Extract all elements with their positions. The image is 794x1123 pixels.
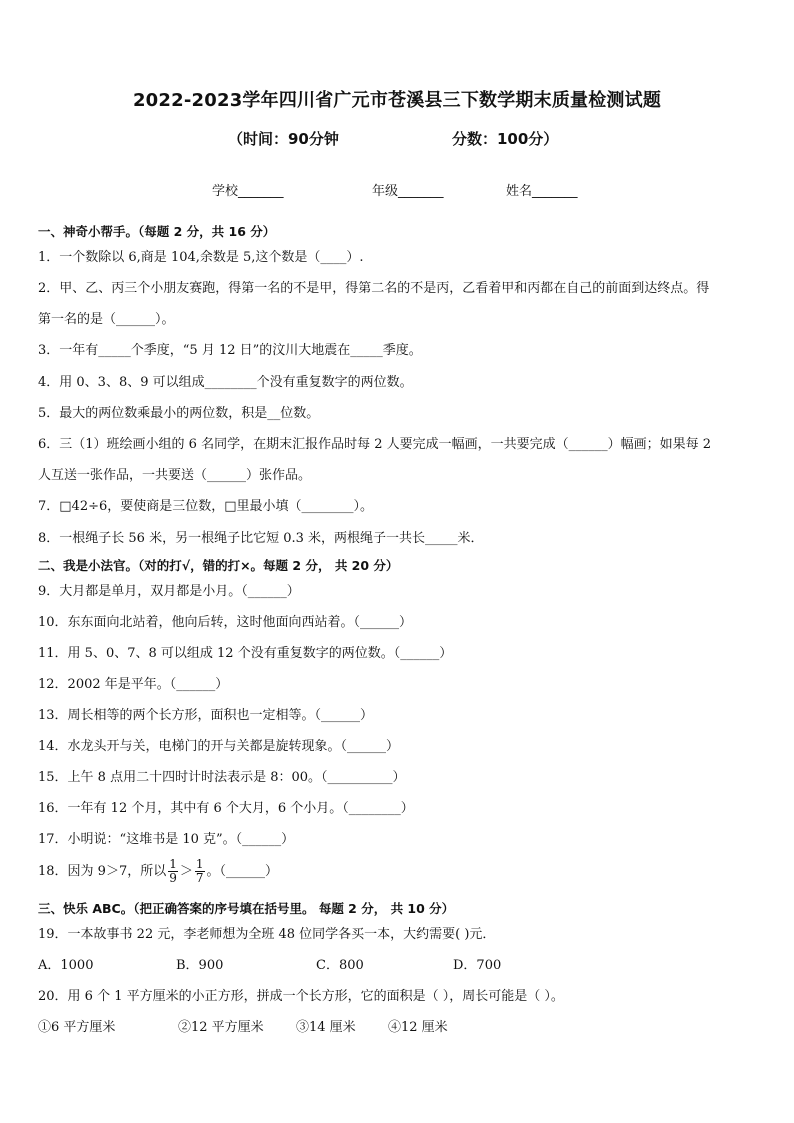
option-1: ①6 平方厘米: [38, 1020, 116, 1035]
option-a: A．1000: [38, 958, 94, 973]
question-19: 19．一本故事书 22 元，李老师想为全班 48 位同学各买一本，大约需要( )元．: [38, 927, 496, 942]
option-3: ③14 厘米: [296, 1020, 356, 1035]
option-b: B．900: [176, 958, 224, 973]
score-label: 分数：100分）: [452, 130, 559, 148]
fraction-numerator: 1: [195, 857, 204, 871]
question-9: 9．大月都是单月，双月都是小月。（______）: [38, 584, 300, 599]
fraction-one-seventh: [195, 858, 205, 885]
question-15: 15．上午 8 点用二十四时计时法表示是 8：00。（__________）: [38, 770, 406, 785]
option-c: C．800: [316, 958, 364, 973]
question-11: 11．用 5、0、7、8 可以组成 12 个没有重复数字的两位数。（______）: [38, 646, 453, 661]
greater-than-sign: ＞: [179, 864, 193, 879]
question-13: 13．周长相等的两个长方形，面积也一定相等。（______）: [38, 708, 374, 723]
question-16: 16．一年有 12 个月，其中有 6 个大月，6 个小月。（________）: [38, 801, 414, 816]
question-17: 17．小明说：“这堆书是 10 克”。（______）: [38, 832, 295, 847]
question-10: 10．东东面向北站着，他向后转，这时他面向西站着。（______）: [38, 615, 413, 630]
question-2-line-1: 2．甲、乙、丙三个小朋友赛跑，得第一名的不是甲，得第二名的不是丙，乙看着甲和丙都在自己的前面到达终点。得: [38, 281, 710, 296]
question-3: 3．一年有_____个季度，“5 月 12 日”的汶川大地震在_____季度。: [38, 343, 422, 358]
question-4: 4．用 0、3、8、9 可以组成________个没有重复数字的两位数。: [38, 375, 413, 390]
question-20: 20．用 6 个 1 平方厘米的小正方形，拼成一个长方形，它的面积是（ ），周长可能是（ ）。: [38, 989, 564, 1004]
fraction-numerator: 1: [169, 857, 177, 871]
section-heading-2: 二、我是小法官。（对的打√，错的打×。每题 2 分， 共 20 分）: [38, 558, 399, 573]
question-7: 7．□42÷6，要使商是三位数，□里最小填（________）。: [38, 499, 374, 514]
name-field: 姓名_______: [506, 184, 578, 199]
fraction-one-ninth: [168, 858, 178, 885]
fraction-denominator: 9: [169, 871, 177, 885]
section-heading-1: 一、神奇小帮手。（每题 2 分，共 16 分）: [38, 224, 276, 239]
question-1: 1．一个数除以 6,商是 104,余数是 5,这个数是（____）.: [38, 250, 364, 265]
time-label: （时间：90分钟: [228, 130, 339, 148]
question-14: 14．水龙头开与关，电梯门的开与关都是旋转现象。（______）: [38, 739, 400, 754]
question-12: 12．2002 年是平年。（______）: [38, 677, 229, 692]
question-18: [38, 857, 760, 887]
section-heading-3: 三、快乐 ABC。（把正确答案的序号填在括号里。 每题 2 分， 共 10 分）: [38, 901, 455, 916]
q18-prefix: 18．因为 9＞7，所以: [38, 864, 167, 879]
option-2: ②12 平方厘米: [178, 1020, 264, 1035]
option-4: ④12 厘米: [388, 1020, 448, 1035]
question-6-line-1: 6．三（1）班绘画小组的 6 名同学，在期末汇报作品时每 2 人要完成一幅画，一共要完成（______）幅画；如果每 2: [38, 437, 712, 452]
fraction-denominator: 7: [195, 871, 204, 885]
question-8: 8．一根绳子长 56 米，另一根绳子比它短 0.3 米，两根绳子一共长_____米．: [38, 531, 484, 546]
question-5: 5．最大的两位数乘最小的两位数，积是__位数。: [38, 406, 320, 421]
school-field: 学校_______: [212, 184, 284, 199]
grade-field: 年级_______: [372, 184, 444, 199]
page-title: 2022-2023学年四川省广元市苍溪县三下数学期末质量检测试题: [132, 90, 662, 111]
question-2-line-2: 第一名的是（______）。: [38, 312, 175, 327]
q18-suffix: 。（______）: [206, 864, 279, 879]
question-6-line-2: 人互送一张作品，一共要送（______）张作品。: [38, 468, 312, 483]
option-d: D．700: [453, 958, 502, 973]
